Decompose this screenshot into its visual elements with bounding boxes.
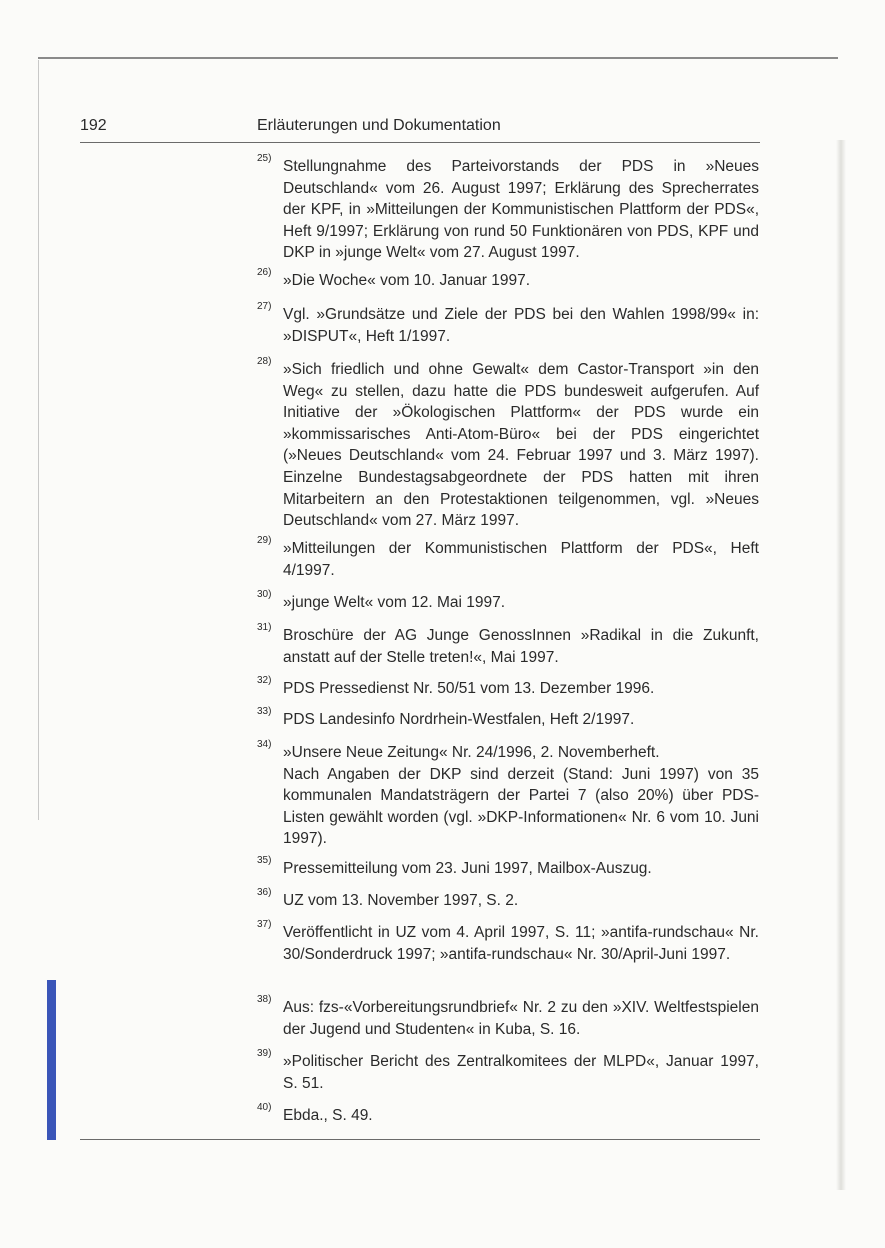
scan-edge-top [38, 57, 838, 59]
footnote-number: 36) [257, 887, 272, 898]
footnote-number: 28) [257, 356, 272, 367]
footnote-34 [257, 739, 759, 850]
footnote-text: Aus: fzs-«Vorbereitungsrundbrief« Nr. 2 zu den »XIV. Weltfestspielen der Jugend und Studenten« in Kuba, S. 16. [283, 999, 759, 1038]
footnote-text: »junge Welt« vom 12. Mai 1997. [283, 594, 506, 611]
footnote-number: 29) [257, 535, 272, 546]
scan-edge-left [38, 60, 39, 820]
footnote-text: »Sich friedlich und ohne Gewalt« dem Castor-Transport »in den Weg« zu stellen, dazu hatte die PDS bundesweit aufgerufen. Auf Initiative der »Ökologischen Plattform« der PDS wurde ein »kommissarisches Anti-Atom-Büro« bei der PDS eingerichtet (»Neues Deutschland« vom 24. Februar 1997 und 3. März 1997). Einzelne Bundestagsabgeordnete der PDS hatten mit ihren Mitarbeitern an den Protestaktionen teilgenommen, vgl. »Neues Deutschland« vom 27. März 1997. [283, 361, 759, 530]
footnote-36 [257, 887, 759, 912]
footnote-text: PDS Landesinfo Nordrhein-Westfalen, Heft 2/1997. [283, 711, 635, 728]
footnote-number: 31) [257, 622, 272, 633]
footnote-31 [257, 622, 759, 668]
footnote-text: Stellungnahme des Parteivorstands der PDS in »Neues Deutschland« vom 26. August 1997; Erklärung des Sprecherrates der KPF, in »Mitteilungen der Kommunistischen Plattform der PDS«, Heft 9/1997; Erklärung von rund 50 Funktionären von PDS, KPF und DKP in »junge Welt« vom 27. August 1997. [283, 158, 759, 262]
footnote-number: 27) [257, 301, 272, 312]
footnote-number: 25) [257, 153, 272, 164]
footnote-number: 37) [257, 919, 272, 930]
margin-marker-bar [47, 980, 56, 1140]
footnote-32 [257, 675, 759, 700]
footer-rule [80, 1139, 760, 1140]
footnote-33 [257, 706, 759, 731]
footnote-25 [257, 153, 759, 264]
footnote-number: 30) [257, 589, 272, 600]
footnote-number: 35) [257, 855, 272, 866]
footnote-30 [257, 589, 759, 614]
footnote-continuation: Nach Angaben der DKP sind derzeit (Stand: Juni 1997) von 35 kommunalen Mandatsträgern der Partei 7 (also 20%) über PDS-Listen gewählt worden (vgl. »DKP-Informationen« Nr. 6 vom 10. Juni 1997). [283, 765, 759, 848]
scan-gutter-shadow [836, 140, 846, 1190]
footnote-text: UZ vom 13. November 1997, S. 2. [283, 892, 519, 909]
footnote-35 [257, 855, 759, 880]
footnote-number: 40) [257, 1102, 272, 1113]
footnote-number: 38) [257, 994, 272, 1005]
footnote-text: Pressemitteilung vom 23. Juni 1997, Mailbox-Auszug. [283, 860, 652, 877]
footnote-28 [257, 356, 759, 532]
footnote-text: Vgl. »Grundsätze und Ziele der PDS bei den Wahlen 1998/99« in: »DISPUT«, Heft 1/1997. [283, 306, 759, 345]
footnote-text: PDS Pressedienst Nr. 50/51 vom 13. Dezember 1996. [283, 680, 655, 697]
footnote-26 [257, 267, 759, 292]
footnote-text: »Die Woche« vom 10. Januar 1997. [283, 272, 531, 289]
page-number: 192 [80, 117, 107, 134]
footnote-40 [257, 1102, 759, 1127]
footnote-39 [257, 1048, 759, 1094]
footnote-text: Ebda., S. 49. [283, 1107, 373, 1124]
footnote-27 [257, 301, 759, 347]
footnote-text: Veröffentlicht in UZ vom 4. April 1997, S. 11; »antifa-rundschau« Nr. 30/Sonderdruck 1997; »antifa-rundschau« Nr. 30/April-Juni 1997. [283, 924, 759, 963]
footnote-number: 34) [257, 739, 272, 750]
footnote-38 [257, 994, 759, 1040]
footnote-37 [257, 919, 759, 965]
footnote-29 [257, 535, 759, 581]
footnote-number: 32) [257, 675, 272, 686]
running-title: Erläuterungen und Dokumentation [257, 117, 501, 134]
footnote-number: 39) [257, 1048, 272, 1059]
footnote-number: 26) [257, 267, 272, 278]
footnote-text: »Mitteilungen der Kommunistischen Plattform der PDS«, Heft 4/1997. [283, 540, 759, 579]
footnote-text: »Politischer Bericht des Zentralkomitees der MLPD«, Januar 1997, S. 51. [283, 1053, 759, 1092]
header-rule [80, 142, 760, 143]
footnote-text: Broschüre der AG Junge GenossInnen »Radikal in die Zukunft, anstatt auf der Stelle treten!«, Mai 1997. [283, 627, 759, 666]
footnote-number: 33) [257, 706, 272, 717]
footnote-text: »Unsere Neue Zeitung« Nr. 24/1996, 2. Novemberheft. [283, 744, 660, 761]
